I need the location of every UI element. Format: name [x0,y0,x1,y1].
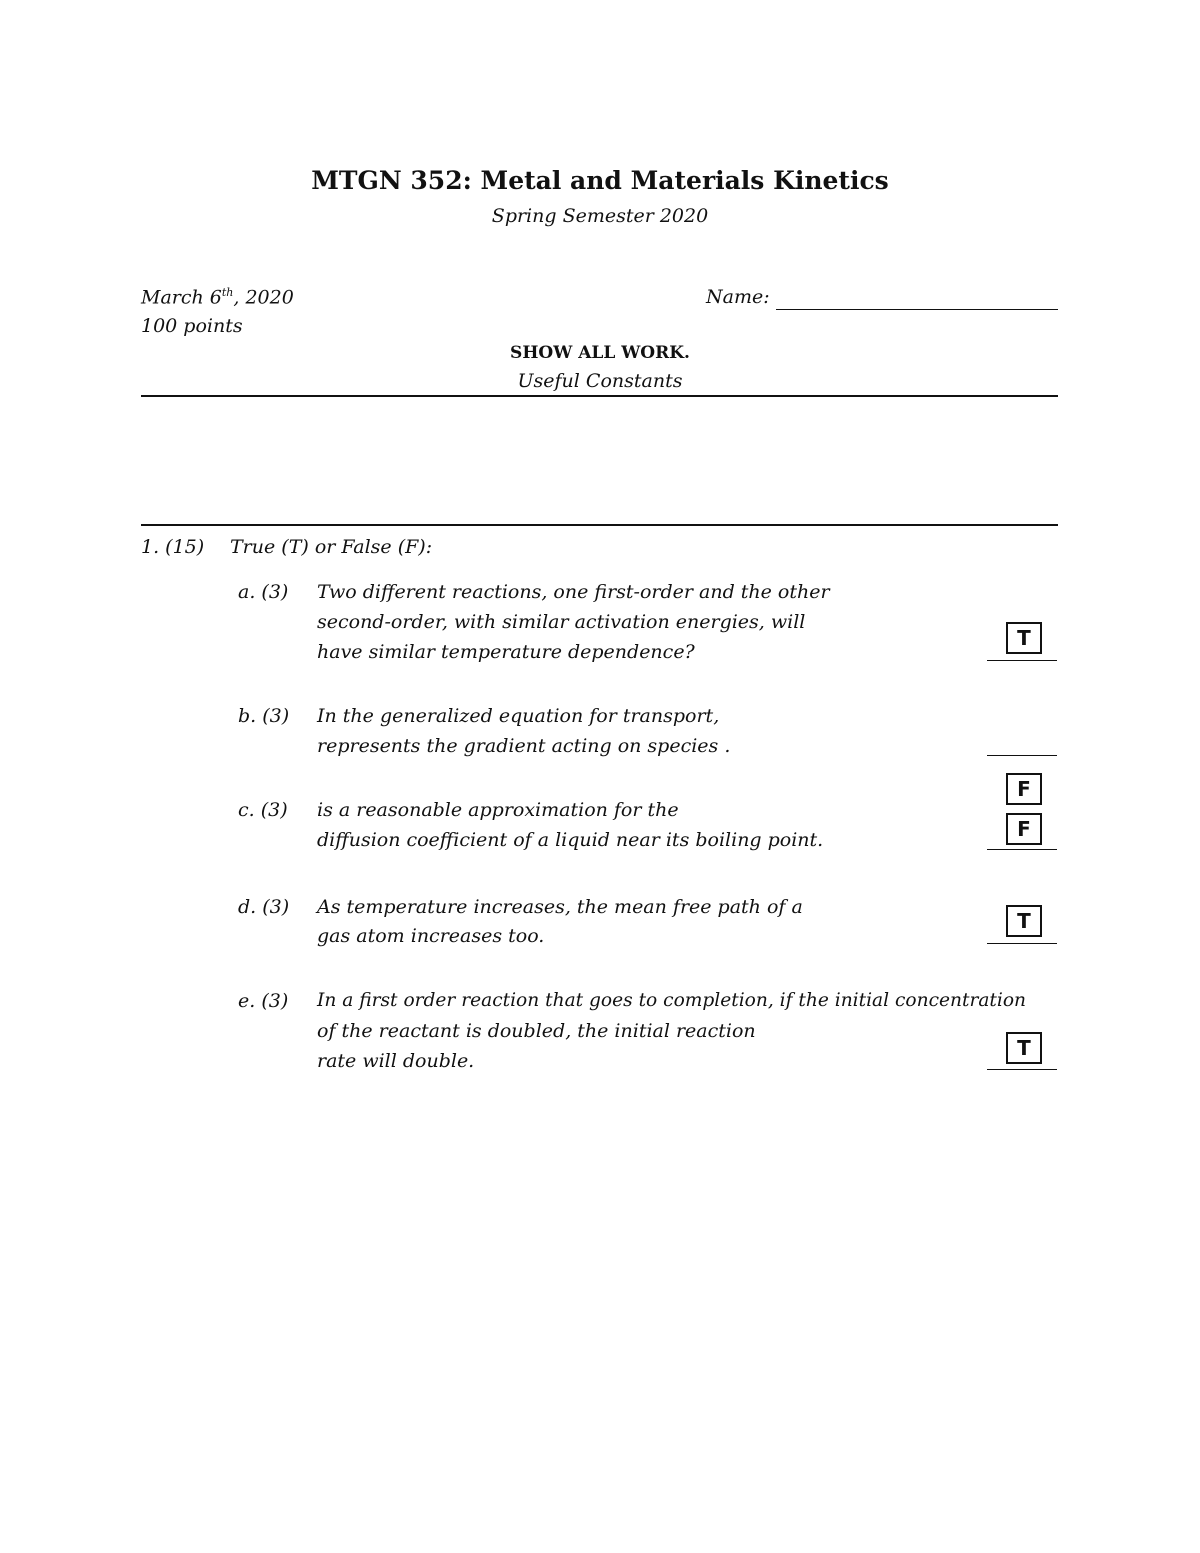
part-e-line-3: rate will double. [317,1050,475,1072]
date-suffix: , 2020 [233,286,294,309]
part-a-answer-line [987,660,1057,661]
total-points: 100 points [141,315,243,337]
part-a-label: a. (3) [238,581,289,603]
name-field-line[interactable] [776,309,1058,310]
part-c-answer-line [987,849,1057,850]
part-d-line-1: As temperature increases, the mean free path of a [317,896,803,918]
question-number: 1. (15) [141,536,205,558]
exam-date [141,286,294,308]
name-label: Name: [706,286,770,308]
divider-bottom [141,524,1058,526]
part-d-answer-box[interactable]: T [1006,905,1042,937]
part-c-label: c. (3) [238,799,288,821]
part-e-label: e. (3) [238,990,289,1012]
part-c-answer-box[interactable]: F [1006,813,1042,845]
part-b-line-1: In the generalized equation for transport, [317,705,720,727]
part-e-line-1: In a first order reaction that goes to completion, if the initial concentration [317,990,1027,1011]
part-e-line-2: of the reactant is doubled, the initial reaction [317,1020,756,1042]
part-b-label: b. (3) [238,705,290,727]
part-a-line-3: have similar temperature dependence? [317,641,695,663]
part-a-line-1: Two different reactions, one first-order and the other [317,581,830,603]
divider-top [141,395,1058,397]
exam-subtitle: Spring Semester 2020 [491,205,709,227]
part-e-answer-box[interactable]: T [1006,1032,1042,1064]
part-e-answer-line [987,1069,1057,1070]
date-prefix: March 6 [141,286,222,309]
exam-title: MTGN 352: Metal and Materials Kinetics [311,166,889,195]
part-d-label: d. (3) [238,896,290,918]
date-ordinal: th [221,286,234,299]
part-a-line-2: second-order, with similar activation energies, will [317,611,806,633]
part-c-line-1: is a reasonable approximation for the [317,799,679,821]
part-b-line-2: represents the gradient acting on species . [317,735,731,757]
part-d-line-2: gas atom increases too. [317,925,545,947]
constants-heading: Useful Constants [517,370,683,392]
part-d-answer-line [987,943,1057,944]
part-b-answer-line[interactable] [987,755,1057,756]
part-c-answer-box-upper[interactable]: F [1006,773,1042,805]
part-a-answer-box[interactable]: T [1006,622,1042,654]
part-c-line-2: diffusion coefficient of a liquid near its boiling point. [317,829,824,851]
instructions: SHOW ALL WORK. [510,343,690,363]
question-prompt: True (T) or False (F): [230,536,433,558]
